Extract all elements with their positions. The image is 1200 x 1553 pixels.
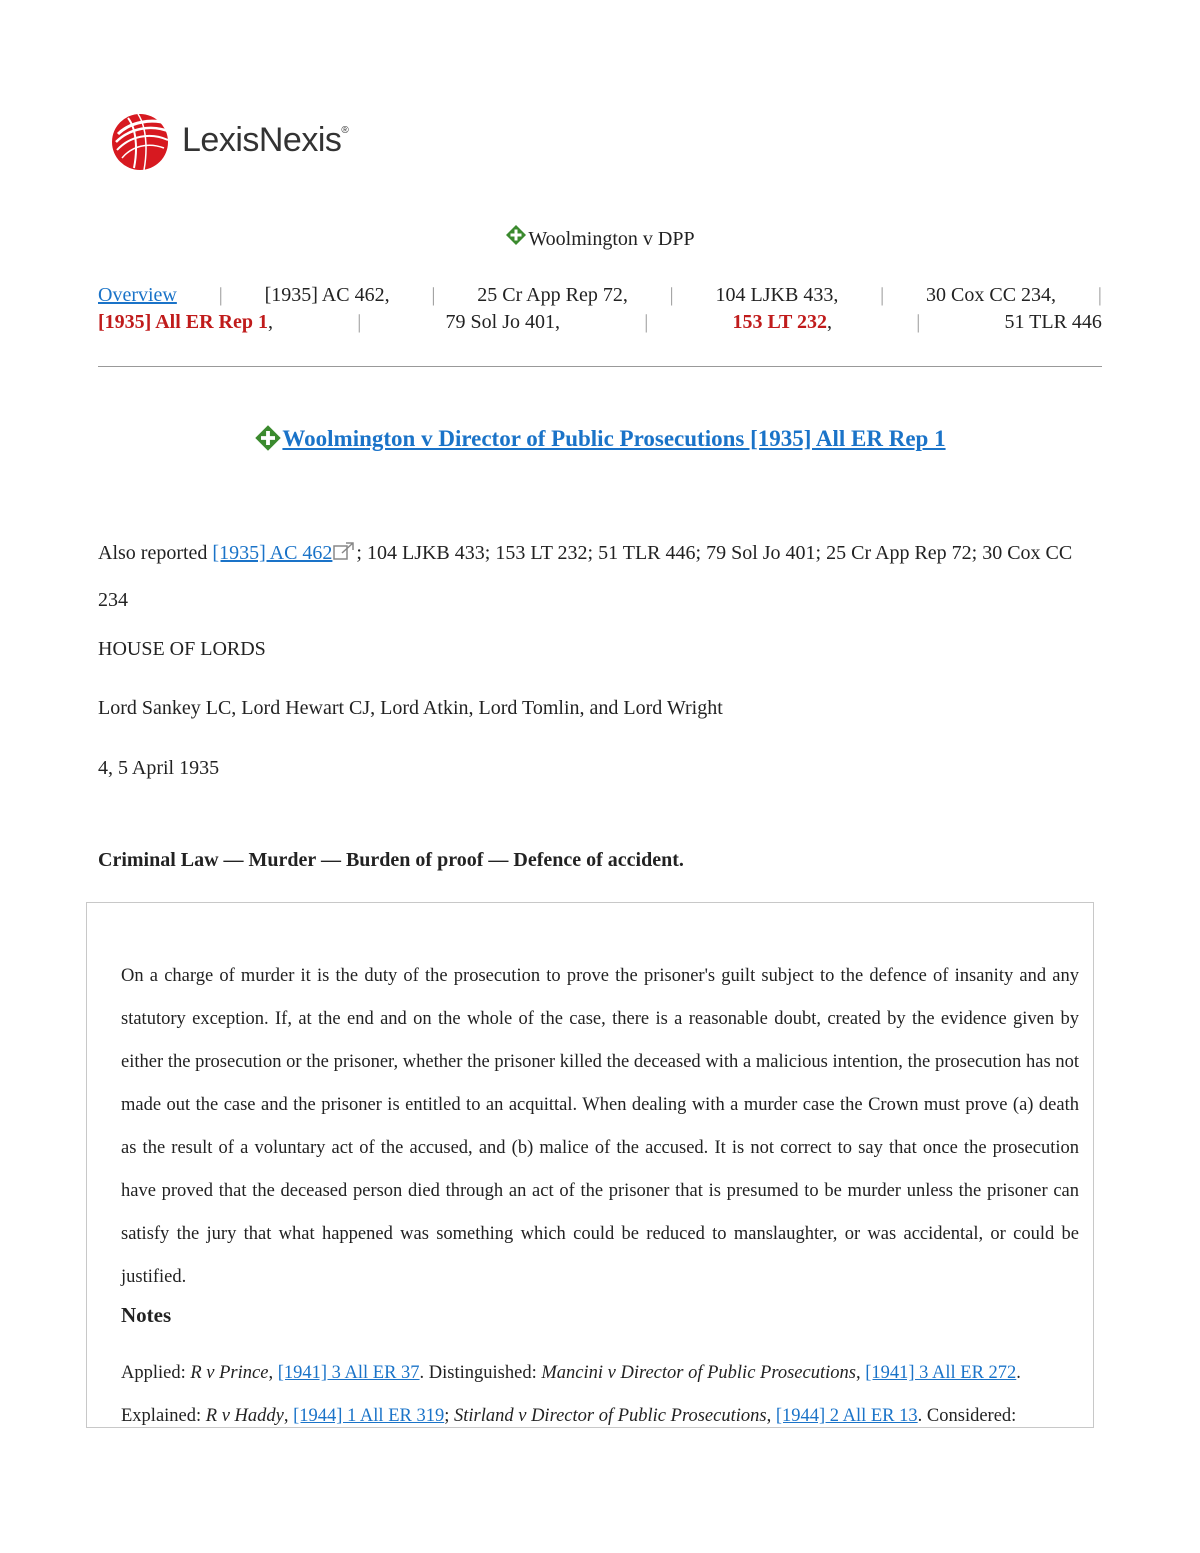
separator: | — [431, 284, 436, 306]
separator: | — [880, 284, 885, 306]
separator: | — [1097, 284, 1102, 306]
headnote-box — [86, 902, 1094, 1428]
separator: | — [669, 284, 674, 306]
divider — [98, 366, 1102, 367]
citation-all-er-rep: [1935] All ER Rep 1, — [98, 311, 273, 333]
judges: Lord Sankey LC, Lord Hewart CJ, Lord Atkin, Lord Tomlin, and Lord Wright — [98, 697, 723, 719]
citation-tlr: 51 TLR 446 — [1004, 311, 1102, 333]
separator: | — [644, 311, 649, 333]
citation-sol-jo: 79 Sol Jo 401, — [445, 311, 560, 333]
citation-link[interactable]: [1941] 3 All ER 37 — [277, 1363, 420, 1383]
add-icon[interactable] — [505, 224, 527, 246]
citation-link[interactable]: [1941] 3 All ER 272 — [865, 1363, 1017, 1383]
also-reported: Also reported [1935] AC 462 ; 104 LJKB 433; 153 LT 232; 51 TLR 446; 79 Sol Jo 401; 25 Cr App Rep 72; 30 Cox CC 234 — [98, 542, 1073, 611]
judgment-date: 4, 5 April 1935 — [98, 757, 220, 779]
lexisnexis-logo — [108, 108, 348, 172]
citations-row-2 — [98, 311, 1102, 334]
citation-link[interactable]: [1944] 1 All ER 319 — [293, 1406, 445, 1426]
citation-ljkb: 104 LJKB 433, — [715, 284, 839, 306]
citation-cox-cc: 30 Cox CC 234, — [926, 284, 1057, 306]
notes-line-2: Explained: R v Haddy, [1944] 1 All ER 319; Stirland v Director of Public Prosecutions, [1944] 2 All ER 13. Considered: — [121, 1406, 1017, 1426]
separator: | — [916, 311, 921, 333]
document-title-text: Woolmington v DPP — [528, 228, 695, 250]
citations-row-1 — [98, 284, 1102, 307]
overview-link[interactable]: Overview — [98, 284, 177, 306]
notes-text — [121, 1352, 1079, 1428]
case-title — [0, 426, 1200, 454]
citation-cr-app-rep: 25 Cr App Rep 72, — [477, 284, 628, 306]
citation-link[interactable]: [1944] 2 All ER 13 — [775, 1406, 918, 1426]
document-title — [0, 228, 1200, 251]
separator: | — [357, 311, 362, 333]
logo-wordmark: LexisNexis® — [182, 120, 349, 159]
notes-heading: Notes — [121, 1303, 172, 1327]
citation-ac: [1935] AC 462, — [264, 284, 390, 306]
ac-citation-link[interactable]: [1935] AC 462 — [212, 542, 333, 564]
separator: | — [218, 284, 223, 306]
court-name: HOUSE OF LORDS — [98, 638, 266, 660]
catchwords: Criminal Law — Murder — Burden of proof — Defence of accident. — [98, 849, 684, 871]
notes-line-1: Applied: R v Prince, [1941] 3 All ER 37. Distinguished: Mancini v Director of Public Prosecutions, [1941] 3 All ER 272. — [121, 1363, 1021, 1383]
headnote-text: On a charge of murder it is the duty of the prosecution to prove the prisoner's guilt subject to the defence of insanity and any statutory exception. If, at the end and on the whole of the case, there is a reasonable doubt, created by the evidence given by either the prosecution or the prisoner, whether the prisoner killed the deceased with a malicious intention, the prosecution has not made out the case and the prisoner is entitled to an acquittal. When dealing with a murder case the Crown must prove (a) death as the result of a voluntary act of the accused, and (b) malice of the accused. It is not correct to say that once the prosecution have proved that the deceased person died through an act of the prisoner that is presumed to be murder unless the prisoner can satisfy the jury that what happened was something which could be reduced to manslaughter, or was accidental, or could be justified. — [121, 966, 1079, 1287]
lexisnexis-globe-icon — [108, 108, 172, 172]
add-icon[interactable] — [254, 424, 282, 452]
external-link-icon[interactable] — [332, 541, 356, 561]
citation-lt: 153 LT 232, — [732, 311, 832, 333]
case-title-link[interactable]: Woolmington v Director of Public Prosecutions [1935] All ER Rep 1 — [282, 426, 946, 451]
